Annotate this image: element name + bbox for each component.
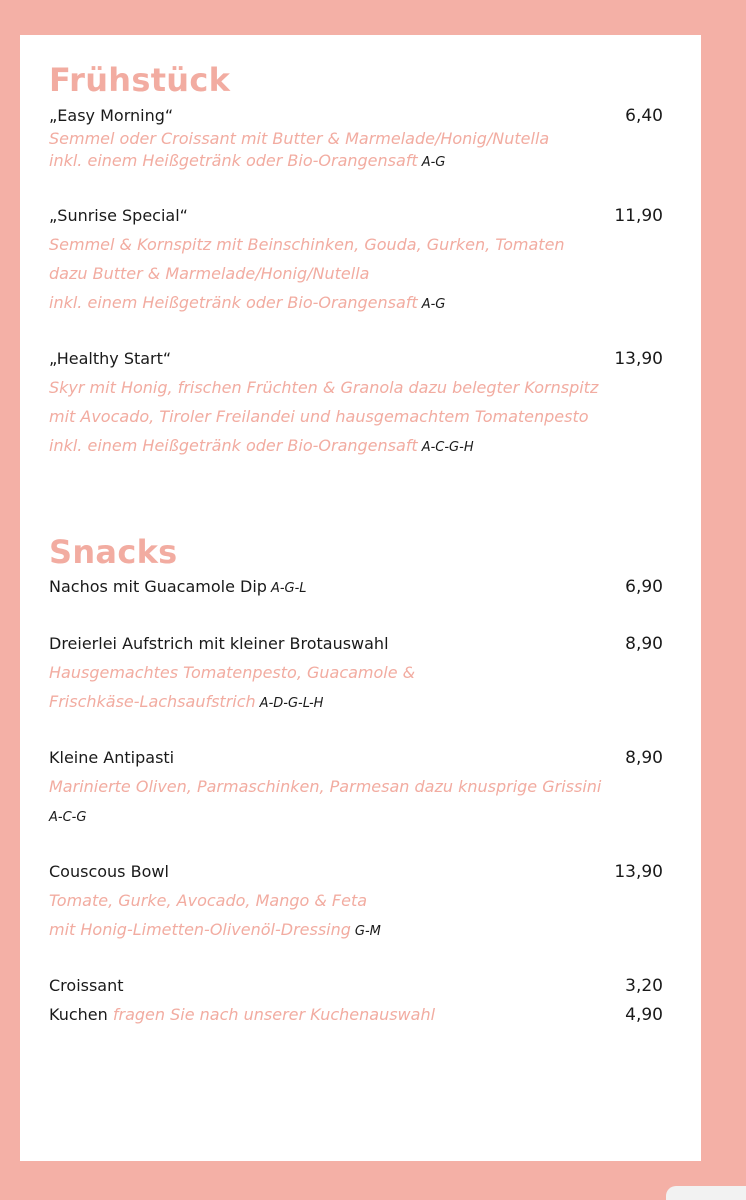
item-price-nachos: 6,90	[625, 577, 663, 597]
item-desc-line	[49, 436, 649, 458]
item-name-couscous-bowl: Couscous Bowl	[49, 862, 169, 881]
item-desc-line	[49, 293, 649, 315]
allergen-codes: A-C-G	[49, 810, 87, 825]
menu-card	[20, 35, 701, 1161]
item-desc-line: Tomate, Gurke, Avocado, Mango & Feta	[49, 891, 368, 910]
item-desc-line	[49, 692, 649, 714]
item-price-healthy-start: 13,90	[614, 349, 663, 369]
item-desc-line: mit Avocado, Tiroler Freilandei und hausgemachtem Tomatenpesto	[49, 407, 589, 426]
item-name-text: Nachos mit Guacamole Dip	[49, 577, 267, 596]
item-desc-text: mit Honig-Limetten-Olivenöl-Dressing	[49, 920, 351, 939]
item-desc-text: Frischkäse-Lachsaufstrich	[49, 692, 256, 711]
item-price-couscous-bowl: 13,90	[614, 862, 663, 882]
item-desc-line: Marinierte Oliven, Parmaschinken, Parmesan dazu knusprige Grissini	[49, 777, 602, 796]
item-name-easy-morning: „Easy Morning“	[49, 106, 174, 125]
allergen-codes: A-G	[421, 297, 446, 312]
item-desc-line: Semmel & Kornspitz mit Beinschinken, Gouda, Gurken, Tomaten	[49, 235, 565, 254]
item-price-croissant: 3,20	[625, 976, 663, 996]
scroll-indicator[interactable]	[666, 1186, 746, 1200]
item-name-healthy-start: „Healthy Start“	[49, 349, 172, 368]
allergen-codes: A-G	[421, 155, 446, 170]
item-price-kuchen: 4,90	[625, 1005, 663, 1025]
item-name-nachos	[49, 577, 649, 599]
allergen-codes: A-D-G-L-H	[259, 696, 324, 711]
item-desc-line: Hausgemachtes Tomatenpesto, Guacamole &	[49, 663, 416, 682]
item-price-sunrise-special: 11,90	[614, 206, 663, 226]
item-price-antipasti: 8,90	[625, 748, 663, 768]
item-price-aufstrich: 8,90	[625, 634, 663, 654]
item-desc-line	[49, 151, 649, 173]
item-name-sunrise-special: „Sunrise Special“	[49, 206, 188, 225]
item-note: fragen Sie nach unserer Kuchenauswahl	[112, 1005, 436, 1024]
item-desc-line: Semmel oder Croissant mit Butter & Marmelade/Honig/Nutella	[49, 129, 550, 148]
item-allergen-line	[49, 806, 649, 828]
item-name-kuchen	[49, 1005, 649, 1025]
item-desc-line: dazu Butter & Marmelade/Honig/Nutella	[49, 264, 370, 283]
item-name-aufstrich: Dreierlei Aufstrich mit kleiner Brotauswahl	[49, 634, 389, 653]
item-desc-text: inkl. einem Heißgetränk oder Bio-Orangensaft	[49, 151, 418, 170]
item-desc-line: Skyr mit Honig, frischen Früchten & Granola dazu belegter Kornspitz	[49, 378, 599, 397]
item-name-antipasti: Kleine Antipasti	[49, 748, 175, 767]
section-title-snacks: Snacks	[49, 533, 178, 571]
item-name-croissant: Croissant	[49, 976, 124, 995]
allergen-codes: A-C-G-H	[421, 440, 474, 455]
allergen-codes: A-G-L	[270, 581, 307, 596]
item-price-easy-morning: 6,40	[625, 106, 663, 126]
allergen-codes: G-M	[354, 924, 381, 939]
item-desc-line	[49, 920, 649, 942]
item-desc-text: inkl. einem Heißgetränk oder Bio-Orangensaft	[49, 293, 418, 312]
item-name-text: Kuchen	[49, 1005, 108, 1024]
section-title-breakfast: Frühstück	[49, 61, 231, 99]
item-desc-text: inkl. einem Heißgetränk oder Bio-Orangensaft	[49, 436, 418, 455]
